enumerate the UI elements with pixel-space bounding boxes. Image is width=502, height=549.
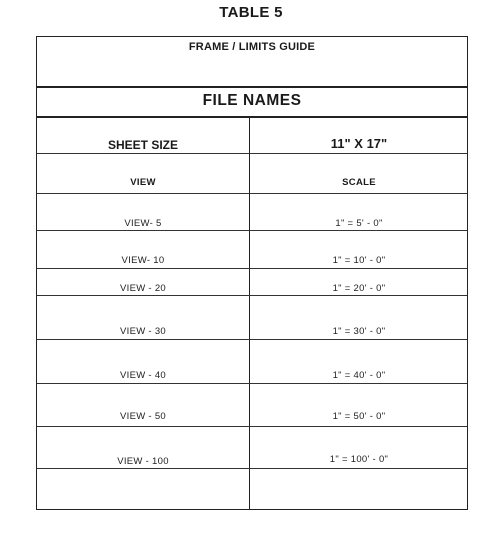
- divider: [37, 193, 467, 194]
- sheet-size-label: SHEET SIZE: [107, 138, 178, 152]
- file-names-heading: FILE NAMES: [202, 92, 302, 109]
- view-cell: VIEW - 30: [120, 326, 166, 337]
- frame-limits-table: [36, 36, 468, 510]
- scale-cell: 1" = 40' - 0": [332, 370, 386, 381]
- divider: [37, 426, 467, 427]
- divider: [37, 86, 467, 88]
- divider: [37, 295, 467, 296]
- scale-header: SCALE: [342, 177, 376, 188]
- view-cell: VIEW - 50: [120, 411, 166, 422]
- view-cell: VIEW- 10: [121, 255, 165, 266]
- scale-cell: 1" = 100' - 0": [329, 454, 389, 465]
- view-cell: VIEW - 40: [120, 370, 166, 381]
- view-cell: VIEW- 5: [124, 218, 162, 229]
- divider: [37, 230, 467, 231]
- guide-title: FRAME / LIMITS GUIDE: [188, 41, 316, 53]
- divider: [37, 153, 467, 154]
- divider: [37, 116, 467, 118]
- divider: [37, 268, 467, 269]
- view-cell: VIEW - 100: [117, 456, 169, 467]
- divider: [37, 383, 467, 384]
- scale-cell: 1" = 30' - 0": [332, 326, 386, 337]
- scale-cell: 1" = 20' - 0": [332, 283, 386, 294]
- scale-cell: 1" = 10' - 0": [332, 255, 386, 266]
- view-cell: VIEW - 20: [120, 283, 166, 294]
- column-divider: [249, 117, 250, 509]
- divider: [37, 339, 467, 340]
- scale-cell: 1" = 5' - 0": [335, 218, 383, 229]
- divider: [37, 468, 467, 469]
- view-header: VIEW: [130, 177, 156, 188]
- page-title: TABLE 5: [219, 4, 283, 21]
- sheet-size-value: 11" X 17": [330, 136, 388, 151]
- scale-cell: 1" = 50' - 0": [332, 411, 386, 422]
